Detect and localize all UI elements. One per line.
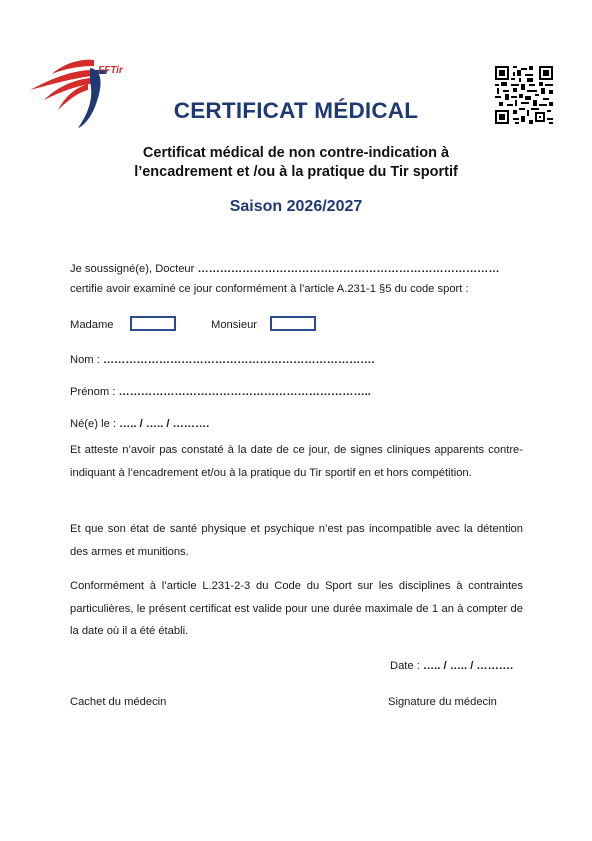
subtitle-line-1: Certificat médical de non contre-indication à [142, 145, 450, 161]
paragraph-attestation: Et atteste n’avoir pas constaté à la date de ce jour, de signes cliniques apparents contre-indiquant à l’encadrement et/ou à la pratique du Tir sportif en et hors compétition. [70, 444, 523, 479]
date-field[interactable]: ….. / ….. / ………. [422, 660, 514, 672]
monsieur-checkbox[interactable] [270, 316, 316, 331]
subtitle [0, 144, 592, 182]
nom-label: Nom : [70, 354, 100, 366]
logo-text: FFTir [98, 65, 123, 76]
birthdate-label: Né(e) le : [70, 418, 117, 430]
date-label: Date : [390, 660, 420, 672]
prenom-line [70, 385, 371, 399]
subtitle-line-2: l’encadrement et /ou à la pratique du Tir sportif [134, 164, 458, 180]
certifie-line: certifie avoir examiné ce jour conformément à l’article A.231-1 §5 du code sport : [70, 283, 469, 295]
doctor-label: Je soussigné(e), Docteur [70, 263, 195, 275]
birthdate-field[interactable]: ….. / ….. / ………. [119, 418, 210, 430]
cachet-label: Cachet du médecin [70, 696, 167, 708]
signature-label: Signature du médecin [388, 696, 497, 708]
prenom-label: Prénom : [70, 386, 116, 398]
date-line [390, 659, 513, 673]
paragraph-sante: Et que son état de santé physique et psychique n’est pas incompatible avec la détention des armes et munitions. [70, 523, 523, 558]
page-title: CERTIFICAT MÉDICAL [173, 98, 419, 123]
nom-field[interactable]: ………………………………………………………………. [102, 354, 375, 366]
season-label: Saison 2026/2027 [229, 198, 363, 215]
doctor-name-field[interactable]: ……………………………………………………………………… [197, 263, 500, 275]
madame-checkbox[interactable] [130, 316, 176, 331]
nom-line [70, 353, 375, 367]
prenom-field[interactable]: ………………………………………………………….. [118, 386, 371, 398]
monsieur-label: Monsieur [211, 319, 258, 331]
birthdate-line [70, 417, 209, 431]
madame-label: Madame [70, 319, 114, 331]
doctor-line [70, 262, 500, 276]
paragraph-validite: Conformément à l’article L.231-2-3 du Code du Sport sur les disciplines à contraintes particulières, le présent certificat est valide pour une durée maximale de 1 an à compter de la date où il a été établi. [70, 580, 523, 637]
